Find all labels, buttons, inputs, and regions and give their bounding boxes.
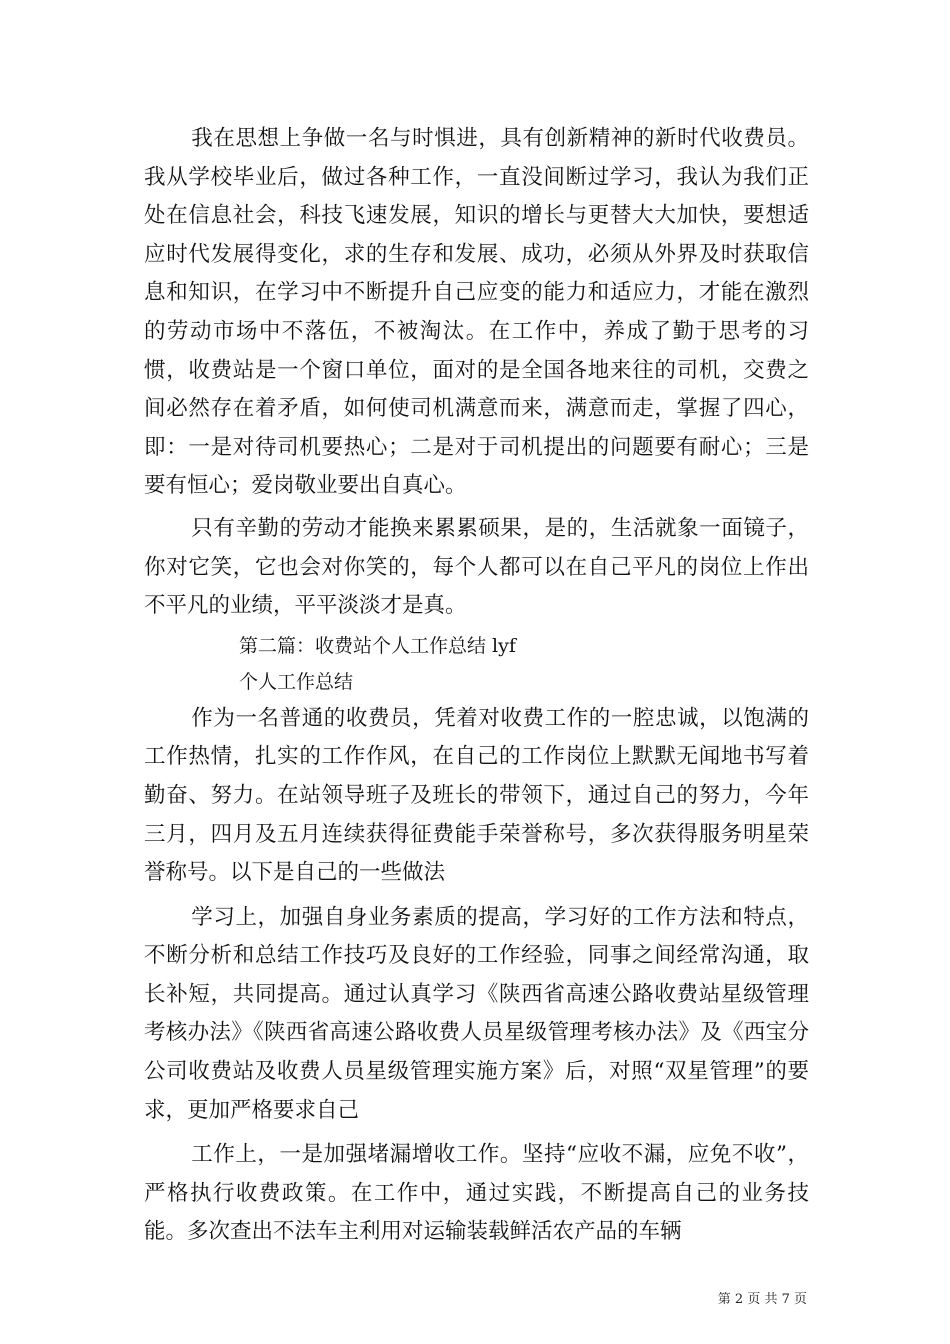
page-number-footer: 第 2 页 共 7 页 (717, 1292, 807, 1307)
paragraph-hard-work: 只有辛勤的劳动才能换来累累硕果，是的，生活就象一面镜子，你对它笑，它也会对你笑的，每个人都可以在自己平凡的岗位上作出不平凡的业绩，平平淡淡才是真。 (144, 515, 809, 619)
paragraph-work: 工作上，一是加强堵漏增收工作。坚持“应收不漏，应免不收”，严格执行收费政策。在工作中，通过实践，不断提高自己的业务技能。多次查出不法车主利用对运输装载鲜活农产品的车辆 (144, 1142, 809, 1245)
document-body (144, 120, 809, 1252)
paragraph-intro: 作为一名普通的收费员，凭着对收费工作的一腔忠诚，以饱满的工作热情，扎实的工作作风，在自己的工作岗位上默默无闻地书写着勤奋、努力。在站领导班子及班长的带领下，通过自己的努力，今年三月，四月及五月连续获得征费能手荣誉称号，多次获得服务明星荣誉称号。以下是自己的一些做法 (144, 705, 809, 886)
section-heading: 第二篇：收费站个人工作总结 lyf (239, 634, 516, 657)
paragraph-study: 学习上，加强自身业务素质的提高，学习好的工作方法和特点，不断分析和总结工作技巧及良好的工作经验，同事之间经常沟通，取长补短，共同提高。通过认真学习《陕西省高速公路收费站星级管理考核办法》《陕西省高速公路收费人员星级管理考核办法》及《西宝分公司收费站及收费人员星级管理实施方案》后，对照“双星管理”的要求，更加严格要求自己 (144, 904, 809, 1123)
paragraph-study-attitude: 我在思想上争做一名与时惧进，具有创新精神的新时代收费员。我从学校毕业后，做过各种工作，一直没间断过学习，我认为我们正处在信息社会，科技飞速发展，知识的增长与更替大大加快，要想适应时代发展得变化，求的生存和发展、成功，必须从外界及时获取信息和知识，在学习中不断提升自己应变的能力和适应力，才能在激烈的劳动市场中不落伍，不被淘汰。在工作中，养成了勤于思考的习惯，收费站是一个窗口单位，面对的是全国各地来往的司机，交费之间必然存在着矛盾，如何使司机满意而来，满意而走，掌握了四心，即：一是对待司机要热心；二是对于司机提出的问题要有耐心；三是要有恒心；爱岗敬业要出自真心。 (144, 126, 809, 499)
sub-heading: 个人工作总结 (239, 670, 354, 693)
